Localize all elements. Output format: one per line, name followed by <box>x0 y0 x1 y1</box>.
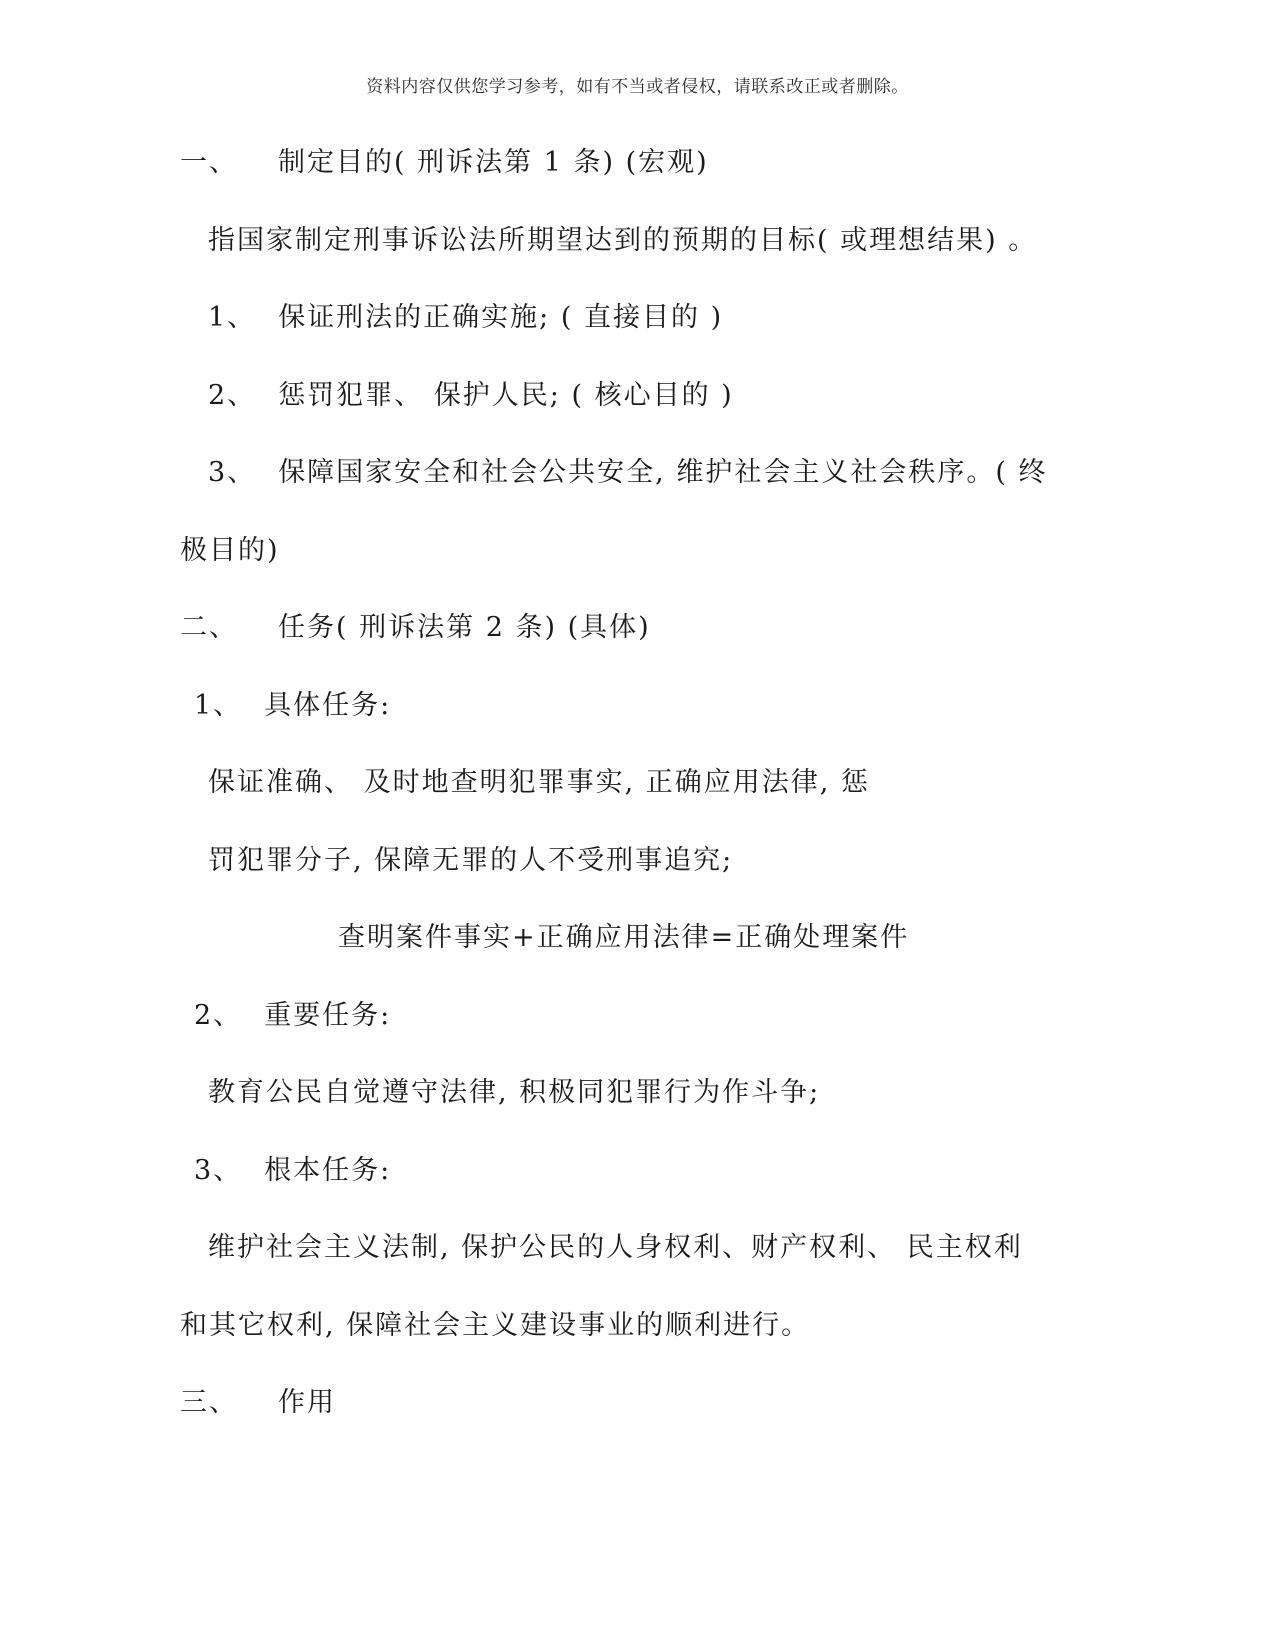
fundamental-task-heading <box>194 1154 391 1188</box>
section-2-title: 任务( 刑诉法第 2 条) (具体) <box>278 612 651 643</box>
specific-task-heading <box>194 689 391 723</box>
task-label: 具体任务: <box>264 690 392 721</box>
item-text: 保证刑法的正确实施; ( 直接目的 ) <box>278 302 724 333</box>
item-text: 保障国家安全和社会公共安全, 维护社会主义社会秩序。( 终 <box>278 457 1048 488</box>
disclaimer-header: 资料内容仅供您学习参考，如有不当或者侵权，请联系改正或者删除。 <box>366 77 909 97</box>
section-1-number: 一、 <box>180 147 238 178</box>
item-number: 3、 <box>208 457 257 488</box>
section-2-number: 二、 <box>180 612 238 643</box>
section-3-title: 作用 <box>278 1387 336 1418</box>
fundamental-task-line-2: 和其它权利, 保障社会主义建设事业的顺利进行。 <box>180 1310 811 1341</box>
section-3-heading <box>180 1386 336 1420</box>
important-task-heading <box>194 999 391 1033</box>
section-1-item-1 <box>208 301 723 335</box>
item-number: 2、 <box>208 380 257 411</box>
specific-task-line-1: 保证准确、 及时地查明犯罪事实, 正确应用法律, 惩 <box>208 767 870 798</box>
task-label: 根本任务: <box>264 1155 392 1186</box>
specific-task-formula: 查明案件事实+正确应用法律=正确处理案件 <box>338 922 910 953</box>
section-1-item-3 <box>208 456 1047 490</box>
section-1-item-3-continuation: 极目的) <box>180 535 280 566</box>
important-task-line-1: 教育公民自觉遵守法律, 积极同犯罪行为作斗争; <box>208 1077 821 1108</box>
section-1-heading <box>180 146 709 180</box>
fundamental-task-line-1: 维护社会主义法制, 保护公民的人身权利、财产权利、 民主权利 <box>208 1232 1023 1263</box>
section-2-heading <box>180 611 651 645</box>
section-1-item-2 <box>208 379 734 413</box>
item-number: 1、 <box>208 302 257 333</box>
item-text: 惩罚犯罪、 保护人民; ( 核心目的 ) <box>278 380 734 411</box>
task-number: 3、 <box>194 1155 243 1186</box>
task-number: 2、 <box>194 1000 243 1031</box>
section-1-title: 制定目的( 刑诉法第 1 条) (宏观) <box>278 147 709 178</box>
section-3-number: 三、 <box>180 1387 238 1418</box>
task-number: 1、 <box>194 690 243 721</box>
specific-task-line-2: 罚犯罪分子, 保障无罪的人不受刑事追究; <box>208 845 734 876</box>
section-1-definition: 指国家制定刑事诉讼法所期望达到的预期的目标( 或理想结果) 。 <box>208 225 1038 256</box>
task-label: 重要任务: <box>264 1000 392 1031</box>
